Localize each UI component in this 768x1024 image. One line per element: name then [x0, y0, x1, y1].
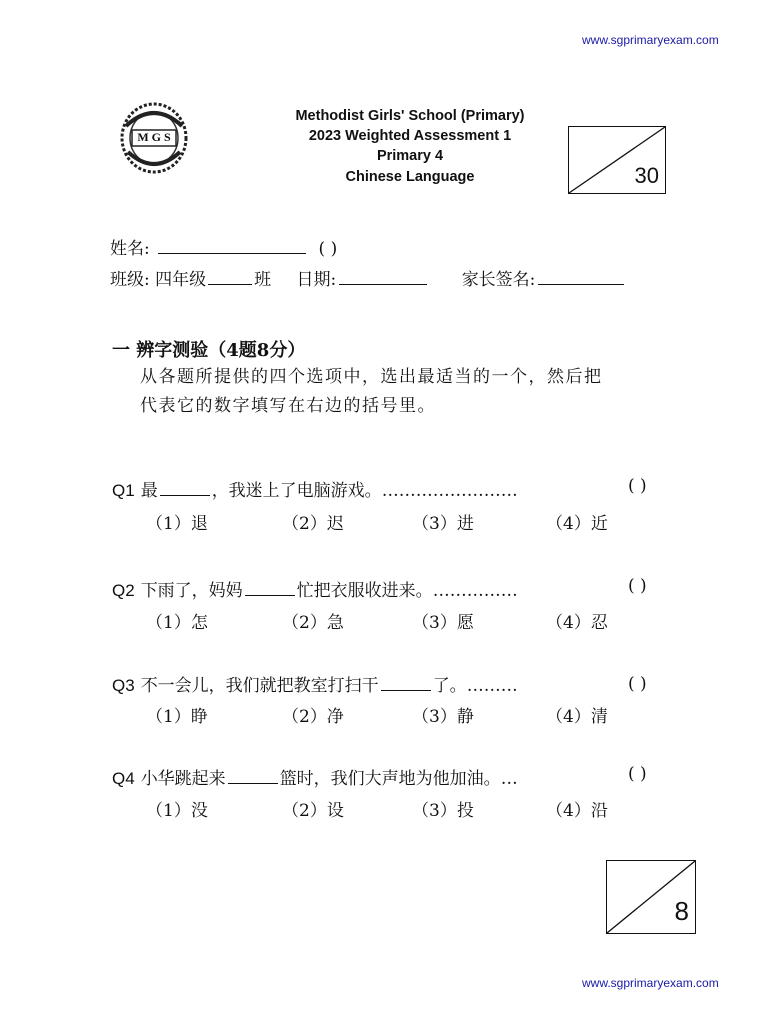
question-text-before: 最 [140, 481, 158, 501]
option-4: （4）忍 [546, 613, 608, 633]
level: Primary 4 [376, 148, 444, 164]
question-blank [160, 494, 210, 496]
answer-box-q3[interactable]: ( ) [628, 674, 647, 694]
question-text-after: 篮时，我们大声地为他加油。 [279, 769, 501, 789]
option-1: （1）没 [146, 801, 208, 821]
register-number-field[interactable]: ( ) [318, 239, 338, 259]
assessment-title: 2023 Weighted Assessment 1 [308, 128, 512, 144]
class-label: 班级: [110, 270, 150, 290]
option-1: （1）睁 [146, 707, 208, 727]
question-leader-dots: …………………… [381, 481, 518, 501]
question-1 [112, 476, 518, 501]
class-field[interactable] [208, 283, 252, 285]
section-score-box [606, 860, 696, 934]
question-blank [381, 689, 431, 691]
question-text-after: 了。 [432, 676, 467, 696]
parent-signature-field[interactable] [538, 283, 624, 285]
option-1: （1）怎 [146, 613, 208, 633]
option-4: （4）清 [546, 707, 608, 727]
section-title: 一 辨字测验（4题8分） [112, 340, 306, 361]
question-text-after: 忙把衣服收进来。 [296, 581, 433, 601]
parent-signature-label: 家长签名: [461, 270, 536, 290]
logo-text: M G S [137, 130, 171, 144]
question-number: Q1 [112, 481, 135, 500]
watermark-url-bottom[interactable]: www.sgprimaryexam.com [582, 976, 719, 990]
question-text-after: ，我迷上了电脑游戏。 [211, 481, 382, 501]
option-4: （4）沿 [546, 801, 608, 821]
date-field[interactable] [339, 283, 427, 285]
question-number: Q3 [112, 676, 135, 695]
watermark-url-top[interactable]: www.sgprimaryexam.com [582, 33, 719, 47]
name-row [110, 234, 337, 259]
option-2: （2）急 [282, 613, 344, 633]
question-number: Q2 [112, 581, 135, 600]
instruction-line-1: 从各题所提供的四个选项中，选出最适当的一个，然后把 [140, 367, 603, 387]
option-2: （2）设 [282, 801, 344, 821]
class-row [110, 265, 627, 290]
question-text-before: 不一会儿，我们就把教室打扫干 [140, 676, 379, 696]
option-3: （3）静 [412, 707, 474, 727]
subject: Chinese Language [345, 169, 475, 185]
question-blank [245, 594, 295, 596]
class-grade: 四年级 [155, 270, 207, 290]
question-4 [112, 764, 518, 789]
option-1: （1）退 [146, 514, 208, 534]
question-leader-dots: … [500, 769, 518, 789]
class-suffix: 班 [254, 270, 272, 290]
total-marks: 30 [634, 163, 659, 188]
answer-box-q1[interactable]: ( ) [628, 476, 647, 496]
name-field[interactable] [158, 252, 306, 254]
option-4: （4）近 [546, 514, 608, 534]
option-3: （3）投 [412, 801, 474, 821]
question-text-before: 下雨了，妈妈 [140, 581, 243, 601]
option-3: （3）愿 [412, 613, 474, 633]
question-3 [112, 671, 518, 696]
date-label: 日期: [296, 270, 337, 290]
answer-box-q2[interactable]: ( ) [628, 576, 647, 596]
total-score-box [568, 126, 666, 194]
question-leader-dots: …………… [432, 581, 518, 601]
option-3: （3）进 [412, 514, 474, 534]
school-logo [118, 96, 190, 180]
question-text-before: 小华跳起来 [140, 769, 226, 789]
option-2: （2）迟 [282, 514, 344, 534]
question-number: Q4 [112, 769, 135, 788]
question-2 [112, 576, 518, 601]
instruction-line-2: 代表它的数字填写在右边的括号里。 [140, 396, 436, 416]
answer-box-q4[interactable]: ( ) [628, 764, 647, 784]
school-name: Methodist Girls' School (Primary) [295, 108, 525, 124]
question-blank [228, 782, 278, 784]
section-marks: 8 [674, 896, 689, 926]
question-leader-dots: ……… [466, 676, 518, 696]
option-2: （2）净 [282, 707, 344, 727]
name-label: 姓名: [110, 239, 150, 259]
